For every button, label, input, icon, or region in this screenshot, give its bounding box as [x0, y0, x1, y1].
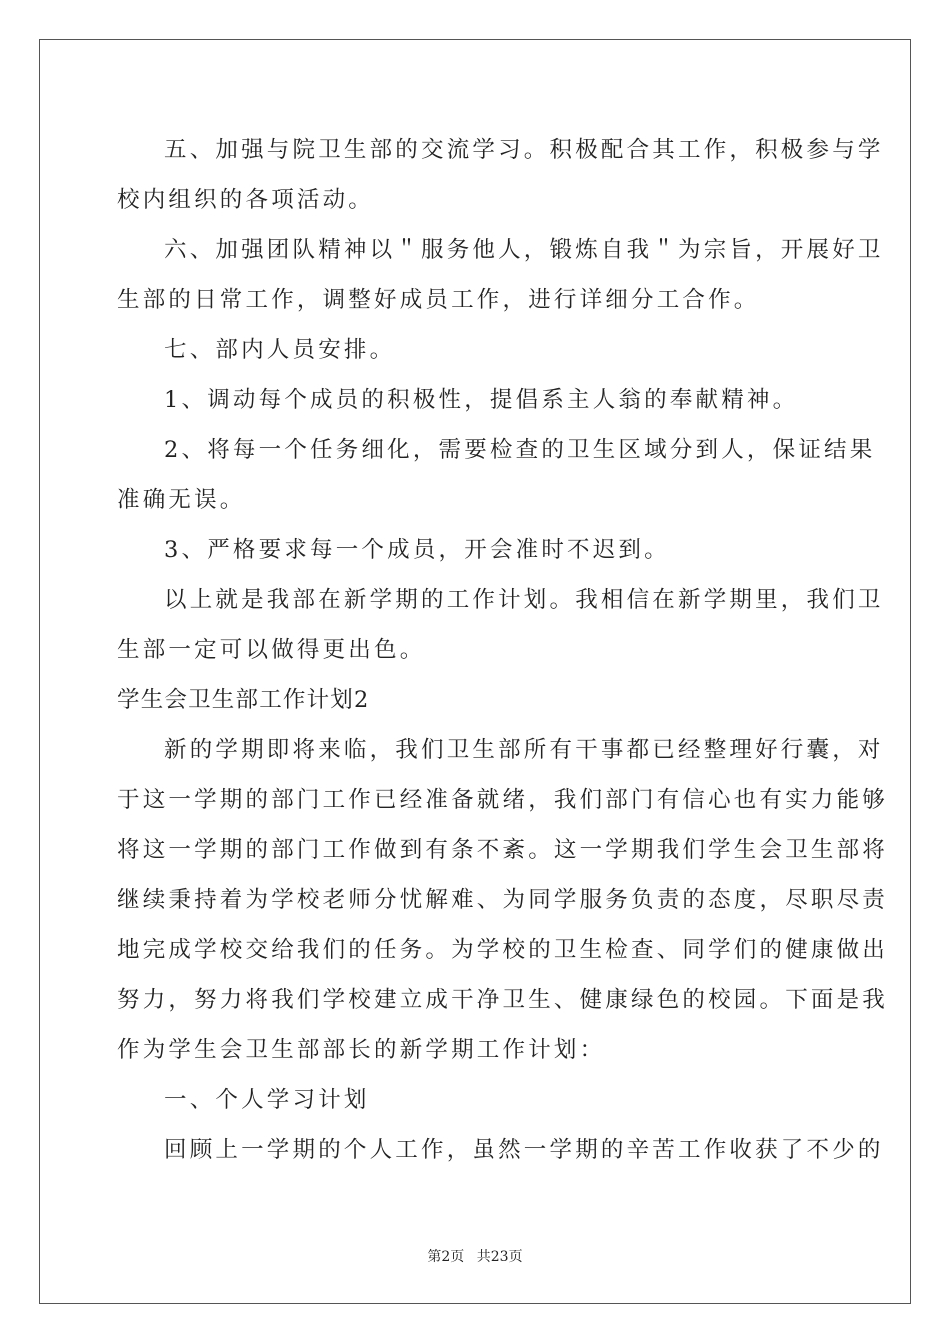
paragraph-line: 努力，努力将我们学校建立成干净卫生、健康绿色的校园。下面是我	[117, 987, 889, 1013]
paragraph-line: 五、加强与院卫生部的交流学习。积极配合其工作，积极参与学	[164, 137, 884, 163]
page-number: 第2页	[427, 1249, 465, 1265]
page-footer	[0, 1246, 950, 1266]
paragraph-line: 新的学期即将来临，我们卫生部所有干事都已经整理好行囊，对	[164, 737, 884, 763]
paragraph-line: 1、调动每个成员的积极性，提倡系主人翁的奉献精神。	[164, 387, 799, 413]
paragraph-line: 将这一学期的部门工作做到有条不紊。这一学期我们学生会卫生部将	[117, 837, 889, 863]
paragraph-line: 作为学生会卫生部部长的新学期工作计划：	[117, 1037, 606, 1063]
section-heading: 学生会卫生部工作计划2	[117, 687, 370, 713]
paragraph-line: 准确无误。	[117, 487, 246, 513]
paragraph-line: 3、严格要求每一个成员，开会准时不迟到。	[164, 537, 670, 563]
paragraph-line: 校内组织的各项活动。	[117, 187, 375, 213]
paragraph-line: 2、将每一个任务细化，需要检查的卫生区域分到人，保证结果	[164, 437, 876, 463]
paragraph-line: 于这一学期的部门工作已经准备就绪，我们部门有信心也有实力能够	[117, 787, 889, 813]
paragraph-line: 六、加强团队精神以＂服务他人，锻炼自我＂为宗旨，开展好卫	[164, 237, 884, 263]
paragraph-line: 回顾上一学期的个人工作，虽然一学期的辛苦工作收获了不少的	[164, 1137, 884, 1163]
paragraph-line: 地完成学校交给我们的任务。为学校的卫生检查、同学们的健康做出	[117, 937, 889, 963]
paragraph-line: 生部的日常工作，调整好成员工作，进行详细分工合作。	[117, 287, 760, 313]
paragraph-line: 七、部内人员安排。	[164, 337, 396, 363]
paragraph-line: 以上就是我部在新学期的工作计划。我相信在新学期里，我们卫	[164, 587, 884, 613]
paragraph-line: 生部一定可以做得更出色。	[117, 637, 426, 663]
page-total: 共23页	[476, 1249, 523, 1265]
paragraph-line: 继续秉持着为学校老师分忧解难、为同学服务负责的态度，尽职尽责	[117, 887, 889, 913]
paragraph-line: 一、个人学习计划	[164, 1087, 370, 1113]
